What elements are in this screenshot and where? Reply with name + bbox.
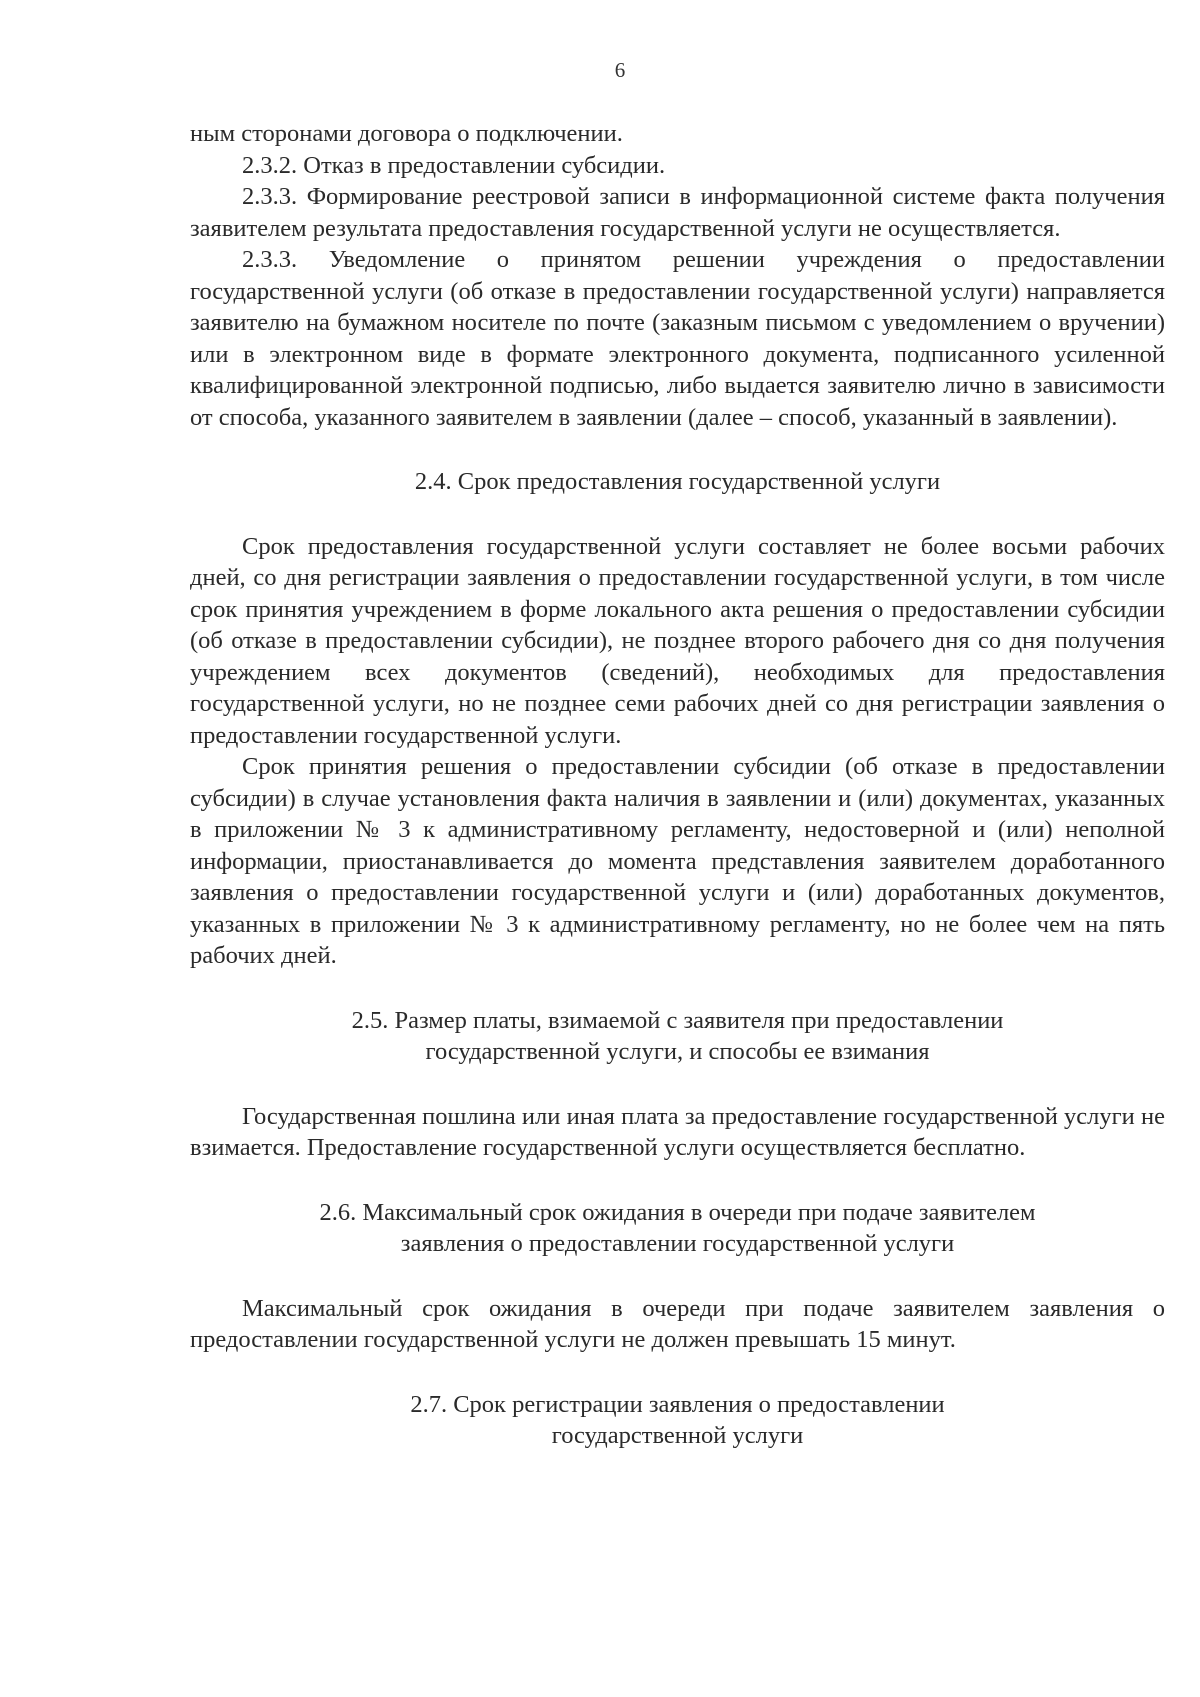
section-heading-2-6 [190, 1197, 1165, 1260]
paragraph-continuation: ным сторонами договора о подключении. [190, 120, 623, 147]
section-heading-2-4 [190, 466, 1165, 498]
paragraph-2-3-2: 2.3.2. Отказ в предоставлении субсидии. [242, 151, 666, 179]
paragraph-2-6-queue: Максимальный срок ожидания в очереди при подаче заявителем заявления о предоставлении государственной услуги не должен превышать 15 минут. [190, 1294, 1165, 1353]
paragraph-2-4-suspension: Срок принятия решения о предоставлении субсидии (об отказе в предоставлении субсидии) в случае установления факта наличия в заявлении и (или) документах, указанных в приложении № 3 к административному регламенту, недостоверной и (или) неполной информации, приостанавливается до момента представления заявителем доработанного заявления о предоставлении государственной услуги и (или) доработанных документов, указанных в приложении № 3 к административному регламенту, но не более чем на пять рабочих дней. [190, 753, 1165, 969]
heading-line: заявления о предоставлении государственной услуги [400, 1230, 955, 1257]
heading-line: государственной услуги [551, 1422, 804, 1449]
section-heading-2-5 [190, 1005, 1165, 1068]
document-body [190, 118, 1165, 1452]
paragraph-2-4-term: Срок предоставления государственной услуги составляет не более восьми рабочих дней, со дня регистрации заявления о предоставлении государственной услуги, в том числе срок принятия учреждением в форме локального акта решения о предоставлении субсидии (об отказе в предоставлении субсидии), не позднее второго рабочего дня со дня получения учреждением всех документов (сведений), необходимых для предоставления государственной услуги, но не позднее семи рабочих дней со дня регистрации заявления о предоставлении государственной услуги. [190, 532, 1165, 749]
heading-line: государственной услуги, и способы ее взимания [425, 1038, 930, 1065]
heading-line: 2.5. Размер платы, взимаемой с заявителя при предоставлении [351, 1006, 1004, 1034]
heading-line: 2.6. Максимальный срок ожидания в очереди при подаче заявителем [319, 1198, 1036, 1226]
paragraph-2-5-fee: Государственная пошлина или иная плата за предоставление государственной услуги не взимается. Предоставление государственной услуги осуществляется бесплатно. [190, 1102, 1165, 1161]
paragraph-2-3-3-registry: 2.3.3. Формирование реестровой записи в информационной системе факта получения заявителем результата предоставления государственной услуги не осуществляется. [190, 183, 1165, 242]
section-heading-2-7 [190, 1389, 1165, 1452]
page-number: 6 [614, 58, 626, 82]
paragraph-2-3-3-notification: 2.3.3. Уведомление о принятом решении учреждения о предоставлении государственной услуги (об отказе в предоставлении государственной услуги) направляется заявителю на бумажном носителе по почте (заказным письмом с уведомлением о вручении) или в электронном виде в формате электронного документа, подписанного усиленной квалифицированной электронной подписью, либо выдается заявителю лично в зависимости от способа, указанного заявителем в заявлении (далее – способ, указанный в заявлении). [190, 246, 1165, 431]
heading-line: 2.7. Срок регистрации заявления о предоставлении [410, 1390, 945, 1418]
heading-line: 2.4. Срок предоставления государственной услуги [414, 468, 941, 495]
